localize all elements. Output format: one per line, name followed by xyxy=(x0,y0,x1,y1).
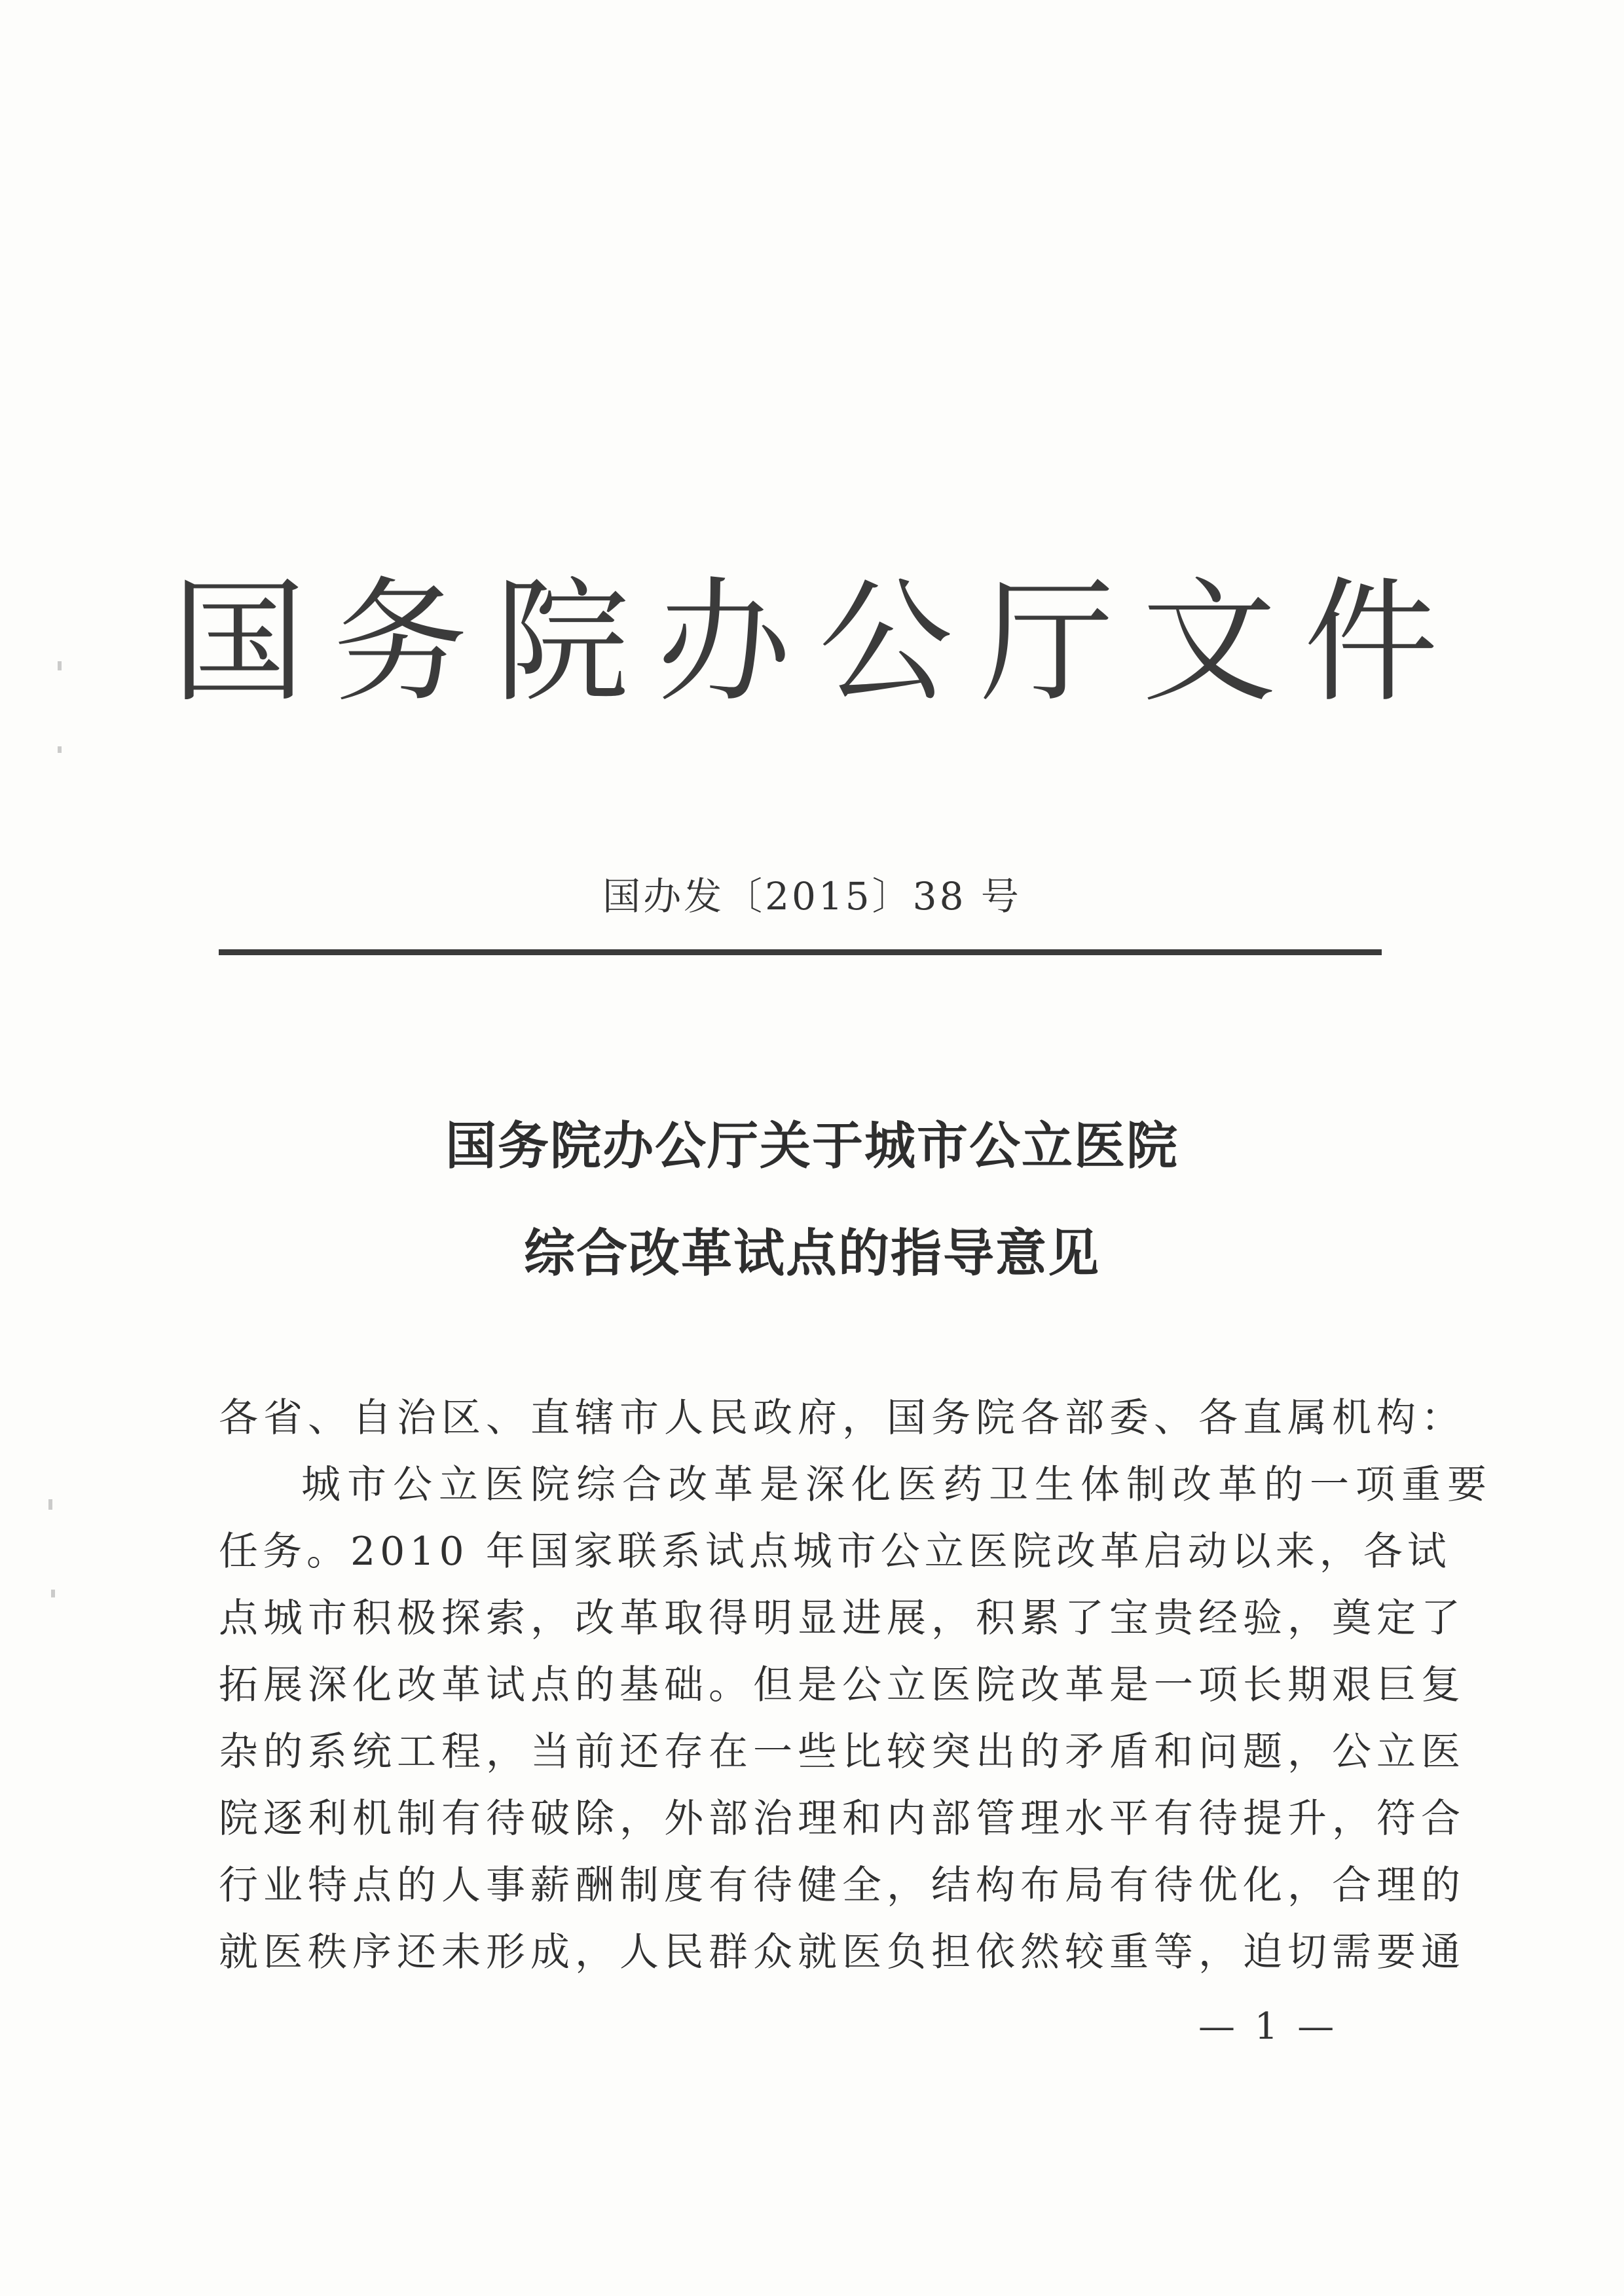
document-title-line-1: 国务院办公厅关于城市公立医院 xyxy=(445,1116,1179,1176)
document-number: 国办发〔2015〕38 号 xyxy=(602,874,1022,919)
body-line: 行业特点的人事薪酬制度有待健全，结构布局有待优化，合理的 xyxy=(219,1863,1466,1908)
scan-margin-mark xyxy=(51,1590,55,1597)
body-line: 城市公立医院综合改革是深化医药卫生体制改革的一项重要 xyxy=(301,1462,1493,1508)
body-line: 杂的系统工程，当前还存在一些比较突出的矛盾和问题，公立医 xyxy=(219,1729,1466,1775)
scan-margin-mark xyxy=(58,746,62,753)
page-number: — 1 — xyxy=(1198,2005,1338,2048)
body-line: 院逐利机制有待破除，外部治理和内部管理水平有待提升，符合 xyxy=(219,1796,1466,1842)
header-divider-line xyxy=(219,949,1382,955)
body-line: 就医秩序还未形成，人民群众就医负担依然较重等，迫切需要通 xyxy=(219,1929,1466,1975)
scan-margin-mark xyxy=(48,1499,52,1510)
document-title-line-2: 综合改革试点的指导意见 xyxy=(523,1224,1100,1283)
body-line: 任务。2010 年国家联系试点城市公立医院改革启动以来，各试 xyxy=(219,1529,1451,1575)
salutation: 各省、自治区、直辖市人民政府，国务院各部委、各直属机构： xyxy=(219,1395,1466,1441)
body-line: 点城市积极探索，改革取得明显进展，积累了宝贵经验，奠定了 xyxy=(219,1595,1466,1641)
body-line: 拓展深化改革试点的基础。但是公立医院改革是一项长期艰巨复 xyxy=(219,1662,1466,1708)
issuer-header: 国务院办公厅文件 xyxy=(172,565,1466,721)
